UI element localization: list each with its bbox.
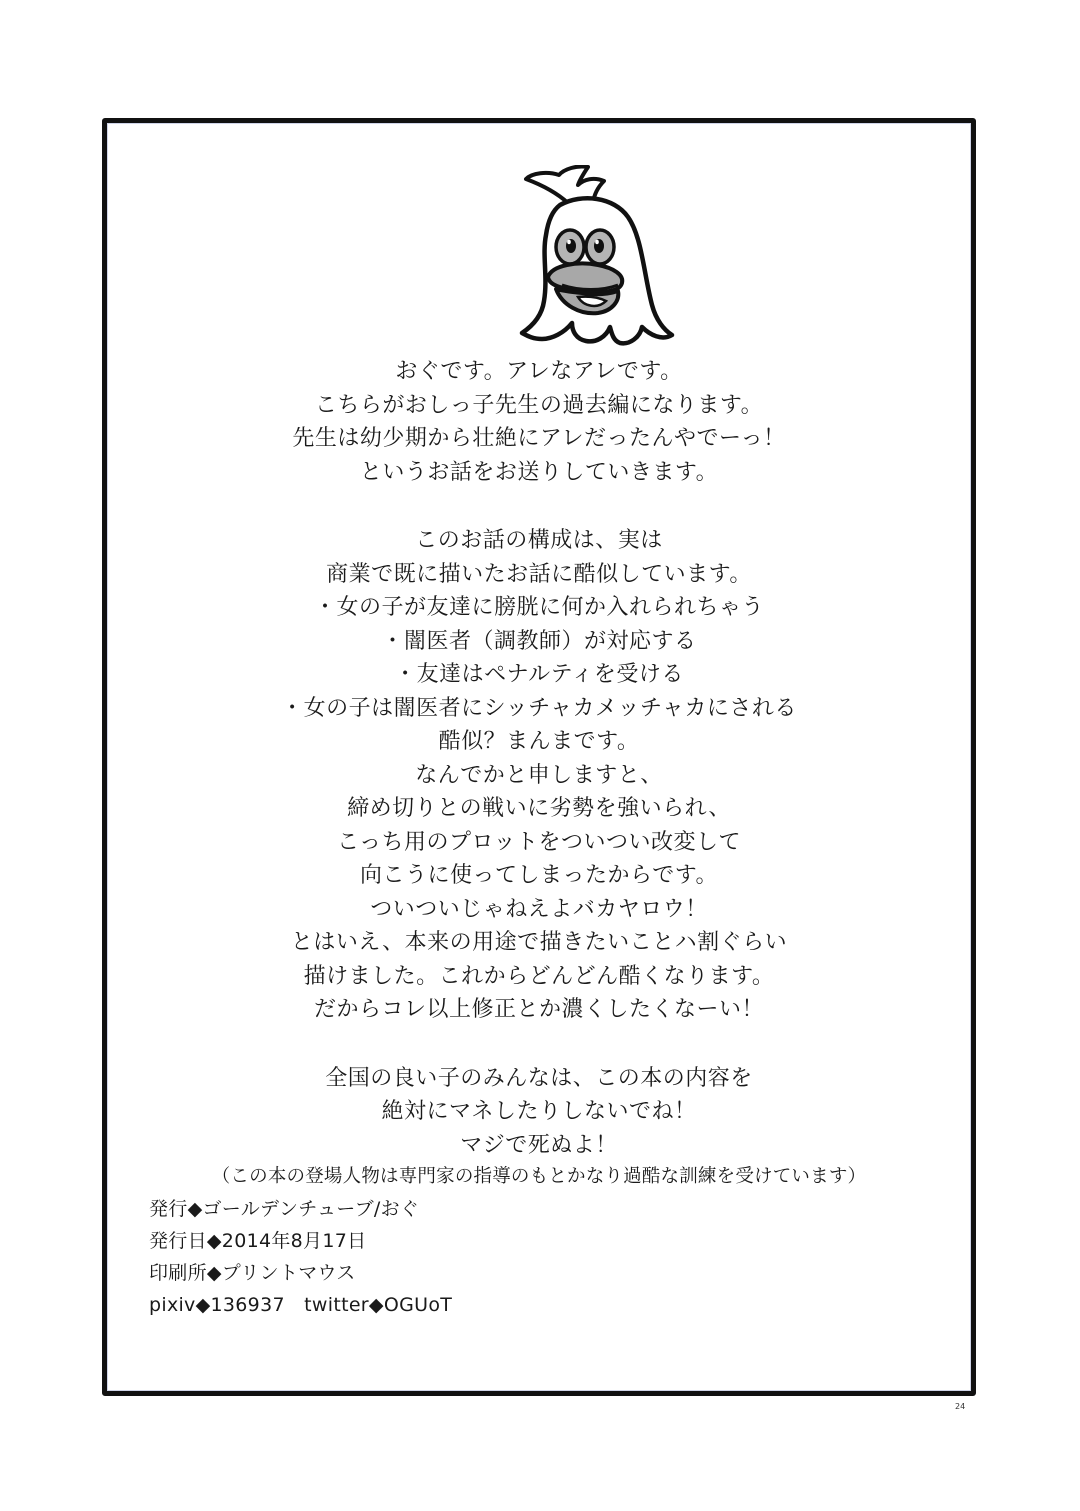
text-line: 商業で既に描いたお話に酷似しています。 xyxy=(326,561,752,587)
bullet-line: ・友達はペナルティを受ける xyxy=(394,662,684,687)
text-line: 締め切りとの戦いに劣勢を強いられ、 xyxy=(347,796,731,821)
paragraph-warning xyxy=(107,1062,971,1193)
page-frame xyxy=(102,118,976,1396)
text-line: 描けました。これからどんどん酷くなります。 xyxy=(303,963,775,989)
paragraph-intro xyxy=(107,355,971,489)
text-line: マジで死ぬよ！ xyxy=(460,1132,618,1158)
text-line: なんでかと申しますと、 xyxy=(415,762,663,788)
text-line: ついついじゃねえよバカヤロウ！ xyxy=(370,896,708,922)
disclaimer-note: （この本の登場人物は専門家の指導のもとかなり過酷な訓練を受けています） xyxy=(211,1166,867,1187)
text-line: とはいえ、本来の用途で描きたいことハ割ぐらい xyxy=(290,930,788,955)
paragraph-structure xyxy=(107,524,971,1027)
bullet-line: ・闇医者（調教師）が対応する xyxy=(381,628,697,654)
afterword-message xyxy=(107,355,971,1192)
colophon-printer: 印刷所◆プリントマウス xyxy=(149,1262,356,1284)
text-line: 絶対にマネしたりしないでね！ xyxy=(381,1099,697,1124)
page-number: 24 xyxy=(955,1402,966,1411)
text-line: 先生は幼少期から壮絶にアレだったんやでーっ！ xyxy=(292,426,786,451)
text-line: 向こうに使ってしまったからです。 xyxy=(359,863,719,888)
text-line: だからコレ以上修正とか濃くしたくなーい！ xyxy=(313,997,764,1022)
colophon-social: pixiv◆136937 twitter◆OGUoT xyxy=(149,1294,453,1316)
text-line: というお話をお送りしていきます。 xyxy=(359,459,719,485)
colophon-date: 発行日◆2014年8月17日 xyxy=(149,1230,367,1252)
text-line: おぐです。アレなアレです。 xyxy=(395,359,683,384)
text-line: こっち用のプロットをついつい改変して xyxy=(336,829,742,855)
mascot-ghost-bird-icon xyxy=(502,165,677,350)
text-line: こちらがおしっ子先生の過去編になります。 xyxy=(314,392,764,418)
colophon-publisher: 発行◆ゴールデンチューブ/おぐ xyxy=(149,1198,420,1220)
colophon xyxy=(149,1193,749,1321)
bullet-line: ・女の子が友達に膀胱に何か入れられちゃう xyxy=(313,595,764,620)
text-line: このお話の構成は、実は xyxy=(415,528,663,553)
bullet-line: ・女の子は闇医者にシッチャカメッチャカにされる xyxy=(281,695,797,721)
text-line: 酷似？まんまです。 xyxy=(438,729,640,754)
text-line: 全国の良い子のみんなは、この本の内容を xyxy=(325,1065,753,1091)
